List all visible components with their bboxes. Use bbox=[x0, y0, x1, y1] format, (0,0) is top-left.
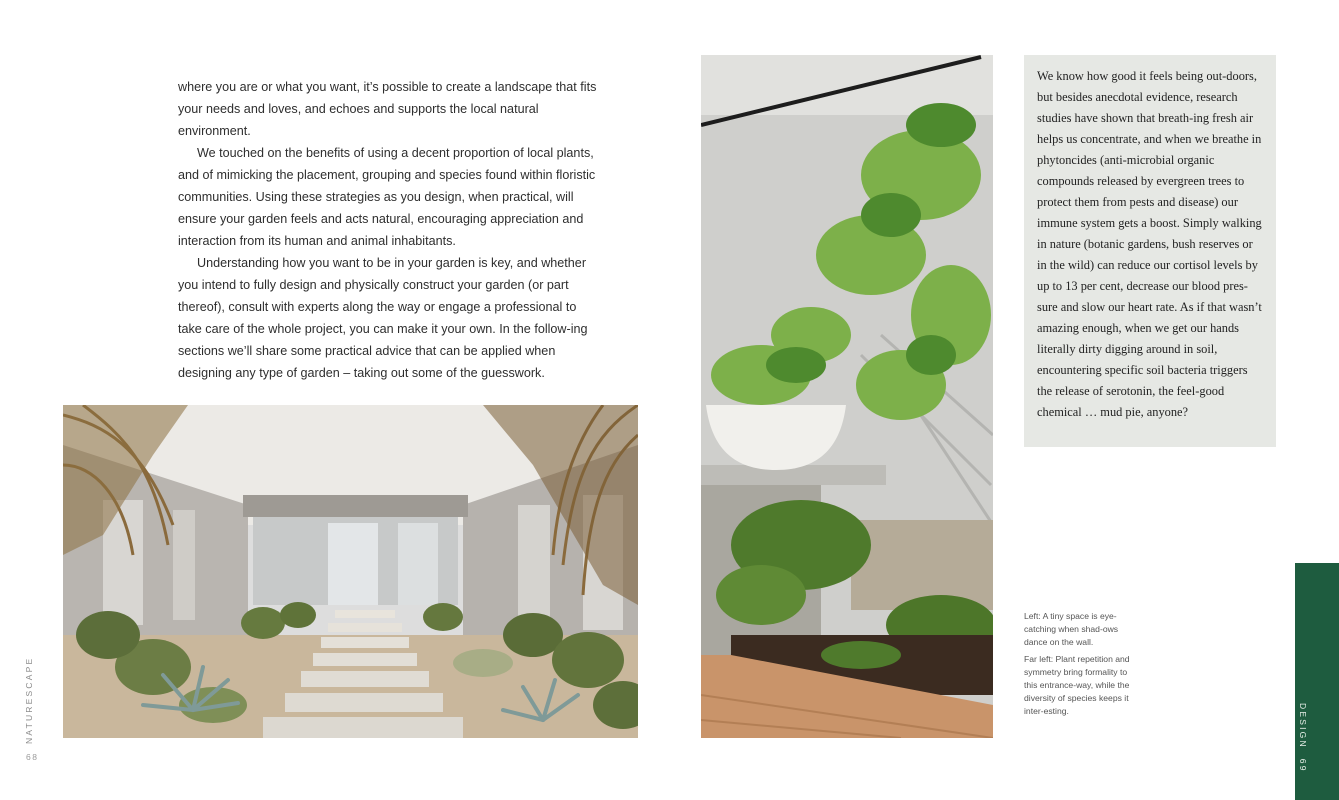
left-page bbox=[0, 0, 669, 800]
body-paragraph: where you are or what you want, it’s possible to create a landscape that fits your needs and loves, and echoes and supports the local natural environment. bbox=[178, 80, 597, 138]
sidebar-box bbox=[1024, 55, 1276, 447]
sidebar-text: We know how good it feels being out-doors, but besides anecdotal evidence, research studies have shown that breath-ing fresh air helps us concentrate, and when we breathe in phytoncides (anti-microbial organic compounds released by evergreen trees to protect them from pests and disease) our immune system gets a boost. Simply walking in nature (botanic gardens, bush reserves or in the wild) can reduce our cortisol levels by up to 13 per cent, decrease our blood pres-sure and slow our heart rate. As if that wasn’t amazing enough, when we get our hands literally dirty digging around in soil, encountering specific soil bacteria triggers the release of serotonin, the feel-good chemical … mud pie, anyone? bbox=[1037, 69, 1262, 419]
stair-planter-photo bbox=[701, 55, 993, 738]
section-tab bbox=[1295, 563, 1339, 800]
body-paragraph: Understanding how you want to be in your garden is key, and whether you intend to fully design and physically construct your garden (or part thereof), consult with experts along the way or engage a professional to take care of the whole project, you can make it your own. In the follow-ing sections we’ll share some practical advice that can be applied when designing any type of garden – taking out some of the guesswork. bbox=[178, 256, 588, 380]
running-head-text: NATURESCAPE bbox=[24, 656, 34, 744]
running-head-right bbox=[1298, 703, 1308, 773]
body-text bbox=[178, 76, 598, 384]
page-number-right: 69 bbox=[1298, 758, 1308, 773]
running-head-left bbox=[24, 656, 40, 750]
running-head-text: DESIGN bbox=[1298, 703, 1308, 749]
caption-left: Left: A tiny space is eye-catching when shad-ows dance on the wall. bbox=[1024, 611, 1119, 647]
photo-captions bbox=[1024, 610, 1136, 722]
page-number-left: 68 bbox=[26, 752, 39, 762]
courtyard-garden-photo bbox=[63, 405, 638, 738]
caption-far-left: Far left: Plant repetition and symmetry bring formality to this entrance-way, while the diversity of species keeps it inter-esting. bbox=[1024, 654, 1130, 716]
body-paragraph: We touched on the benefits of using a decent proportion of local plants, and of mimicking the placement, grouping and species found within floristic communities. Using these strategies as you design, when practical, will ensure your garden feels and acts natural, encouraging appreciation and interaction from its human and animal inhabitants. bbox=[178, 146, 596, 248]
right-page bbox=[669, 0, 1339, 800]
